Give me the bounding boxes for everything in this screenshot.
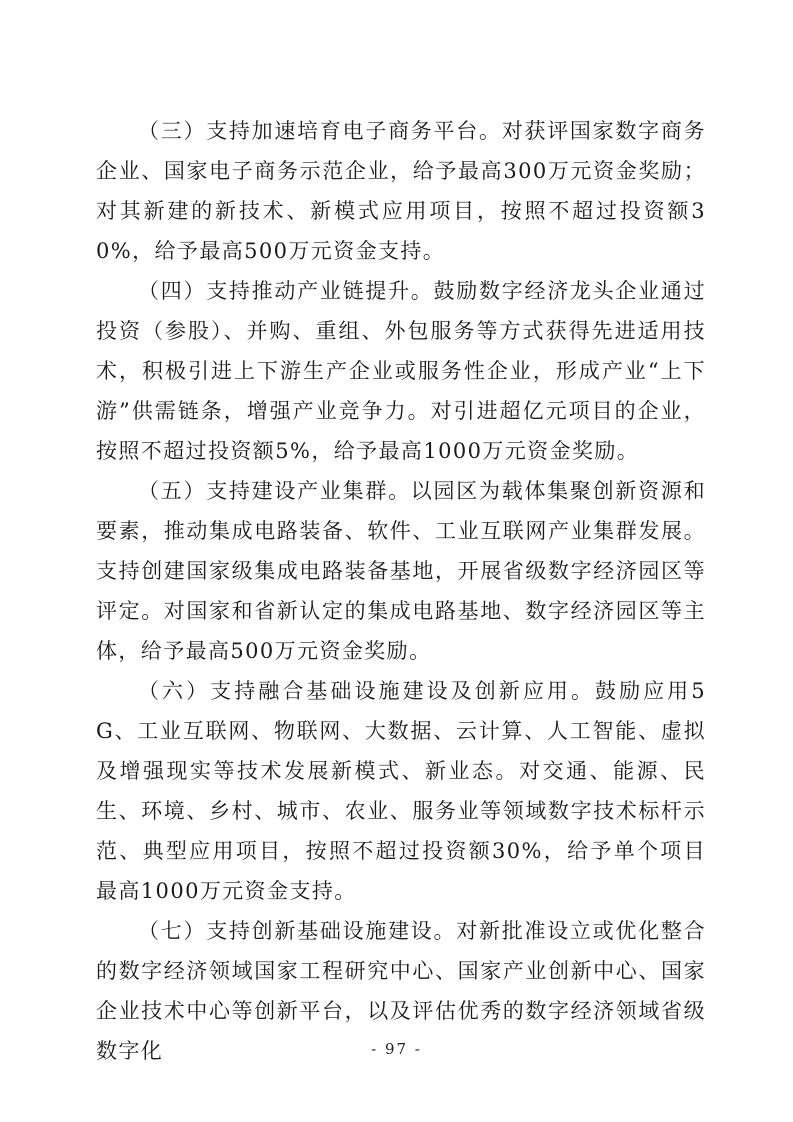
paragraph-3-ecommerce-platform: （三）支持加速培育电子商务平台。对获评国家数字商务企业、国家电子商务示范企业，给予最高300万元资金奖励；对其新建的新技术、新模式应用项目，按照不超过投资额30%，给予最高500万元资金支持。 xyxy=(96,119,706,263)
document-body xyxy=(96,111,706,1071)
paragraph-4-industry-chain: （四）支持推动产业链提升。鼓励数字经济龙头企业通过投资（参股）、并购、重组、外包服务等方式获得先进适用技术，积极引进上下游生产企业或服务性企业，形成产业“上下游”供需链条，增强产业竞争力。对引进超亿元项目的企业，按照不超过投资额5%，给予最高1000万元资金奖励。 xyxy=(96,279,706,463)
paragraph-7-innovation-infrastructure: （七）支持创新基础设施建设。对新批准设立或优化整合的数字经济领域国家工程研究中心、国家产业创新中心、国家企业技术中心等创新平台，以及评估优秀的数字经济领域省级数字化 xyxy=(96,919,706,1063)
paragraph-6-infrastructure-application: （六）支持融合基础设施建设及创新应用。鼓励应用5G、工业互联网、物联网、大数据、云计算、人工智能、虚拟及增强现实等技术发展新模式、新业态。对交通、能源、民生、环境、乡村、城市、农业、服务业等领域数字技术标杆示范、典型应用项目，按照不超过投资额30%，给予单个项目最高1000万元资金支持。 xyxy=(96,679,706,903)
page-number: - 97 - xyxy=(371,1040,422,1058)
paragraph-5-industry-cluster: （五）支持建设产业集群。以园区为载体集聚创新资源和要素，推动集成电路装备、软件、工业互联网产业集群发展。支持创建国家级集成电路装备基地，开展省级数字经济园区等评定。对国家和省新认定的集成电路基地、数字经济园区等主体，给予最高500万元资金奖励。 xyxy=(96,479,706,663)
